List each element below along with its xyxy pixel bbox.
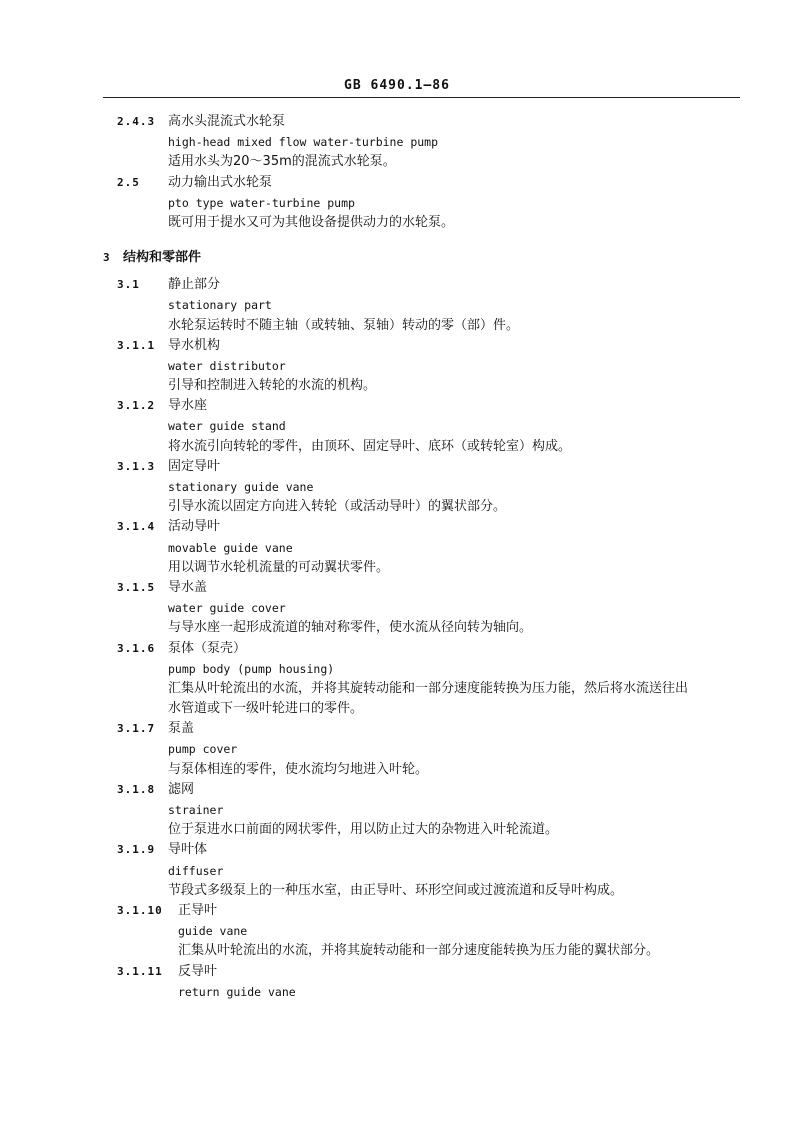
term-definition: 水管道或下一级叶轮进口的零件。 — [168, 701, 364, 717]
term-english: strainer — [168, 803, 224, 817]
term-chinese: 导叶体 — [168, 842, 208, 858]
term-english: water guide cover — [168, 601, 286, 616]
term-chinese: 静止部分 — [168, 277, 221, 293]
term-chinese: 泵体（泵壳） — [168, 640, 247, 656]
section-heading — [0, 243, 794, 273]
term-entry — [0, 275, 794, 336]
term-definition: 位于泵进水口前面的网状零件，用以防止过大的杂物进入叶轮流道。 — [168, 822, 559, 838]
term-english: stationary part — [168, 298, 272, 313]
term-entry — [0, 578, 794, 639]
term-definition: 引导和控制进入转轮的水流的机构。 — [168, 378, 377, 394]
term-entry — [0, 639, 794, 720]
term-chinese: 活动导叶 — [168, 519, 221, 535]
term-chinese: 导水机构 — [168, 337, 221, 353]
term-english: movable guide vane — [168, 540, 293, 555]
term-entry — [0, 336, 794, 397]
term-number: 3.1.4 — [117, 520, 156, 534]
term-number: 3.1.7 — [117, 722, 156, 736]
term-chinese: 滤网 — [168, 781, 195, 797]
page-header — [0, 74, 794, 93]
term-chinese: 导水座 — [168, 398, 208, 414]
term-definition: 与导水座一起形成流道的轴对称零件，使水流从径向转为轴向。 — [168, 620, 533, 636]
term-definition: 既可用于提水又可为其他设备提供动力的水轮泵。 — [168, 214, 455, 230]
term-english: guide vane — [178, 924, 248, 939]
document-body — [0, 112, 794, 1002]
standard-code: GB 6490.1—86 — [344, 78, 450, 93]
term-chinese: 正导叶 — [178, 902, 218, 918]
term-definition: 节段式多级泵上的一种压水室，由正导叶、环形空间或过渡流道和反导叶构成。 — [168, 882, 624, 898]
term-number: 2.5 — [117, 175, 140, 189]
term-definition: 适用水头为20～35m的混流式水轮泵。 — [168, 154, 396, 170]
term-chinese: 动力输出式水轮泵 — [168, 174, 273, 190]
term-english: water guide stand — [168, 419, 286, 434]
term-number: 3.1.11 — [117, 964, 163, 978]
term-number: 3.1.1 — [117, 338, 156, 352]
term-english: pump body (pump housing) — [168, 661, 335, 676]
section-number: 3 — [103, 251, 111, 265]
term-definition: 汇集从叶轮流出的水流，并将其旋转动能和一部分速度能转换为压力能的翼状部分。 — [178, 943, 660, 959]
term-entry — [0, 112, 794, 173]
term-entry — [0, 840, 794, 901]
term-definition: 将水流引向转轮的零件，由顶环、固定导叶、底环（或转轮室）构成。 — [168, 438, 572, 454]
term-entry — [0, 780, 794, 841]
term-chinese: 固定导叶 — [168, 458, 221, 474]
term-number: 3.1.5 — [117, 580, 156, 594]
entries-section-2 — [0, 112, 794, 233]
term-english: high-head mixed flow water-turbine pump — [168, 135, 439, 150]
header-rule — [103, 97, 740, 98]
term-english: pto type water-turbine pump — [168, 195, 355, 210]
term-chinese: 泵盖 — [168, 721, 195, 737]
term-number: 3.1 — [117, 278, 140, 292]
term-chinese: 高水头混流式水轮泵 — [168, 114, 286, 129]
term-number: 3.1.9 — [117, 843, 156, 857]
term-entry — [0, 173, 794, 234]
term-english: return guide vane — [178, 984, 296, 999]
term-entry — [0, 457, 794, 518]
term-entry — [0, 396, 794, 457]
term-entry — [0, 517, 794, 578]
term-number: 3.1.6 — [117, 641, 156, 655]
term-definition: 与泵体相连的零件，使水流均匀地进入叶轮。 — [168, 761, 429, 777]
term-number: 2.4.3 — [117, 115, 156, 128]
term-number: 3.1.10 — [117, 903, 163, 917]
term-number: 3.1.8 — [117, 782, 156, 796]
term-number: 3.1.3 — [117, 459, 156, 473]
term-entry — [0, 719, 794, 780]
term-english: stationary guide vane — [168, 480, 314, 494]
term-english: pump cover — [168, 742, 238, 757]
term-english: diffuser — [168, 863, 224, 878]
term-entry — [0, 901, 794, 962]
section-title: 结构和零部件 — [123, 250, 202, 266]
term-definition: 引导水流以固定方向进入转轮（或活动导叶）的翼状部分。 — [168, 499, 507, 515]
term-number: 3.1.2 — [117, 399, 156, 413]
term-definition: 水轮泵运转时不随主轴（或转轴、泵轴）转动的零（部）件。 — [168, 317, 520, 333]
term-entry — [0, 962, 794, 1002]
term-chinese: 导水盖 — [168, 579, 208, 595]
entries-section-3 — [0, 275, 794, 1002]
term-chinese: 反导叶 — [178, 963, 218, 979]
term-definition: 用以调节水轮机流量的可动翼状零件。 — [168, 559, 390, 575]
term-definition: 汇集从叶轮流出的水流，并将其旋转动能和一部分速度能转换为压力能，然后将水流送往出 — [168, 680, 689, 696]
term-english: water distributor — [168, 358, 286, 373]
